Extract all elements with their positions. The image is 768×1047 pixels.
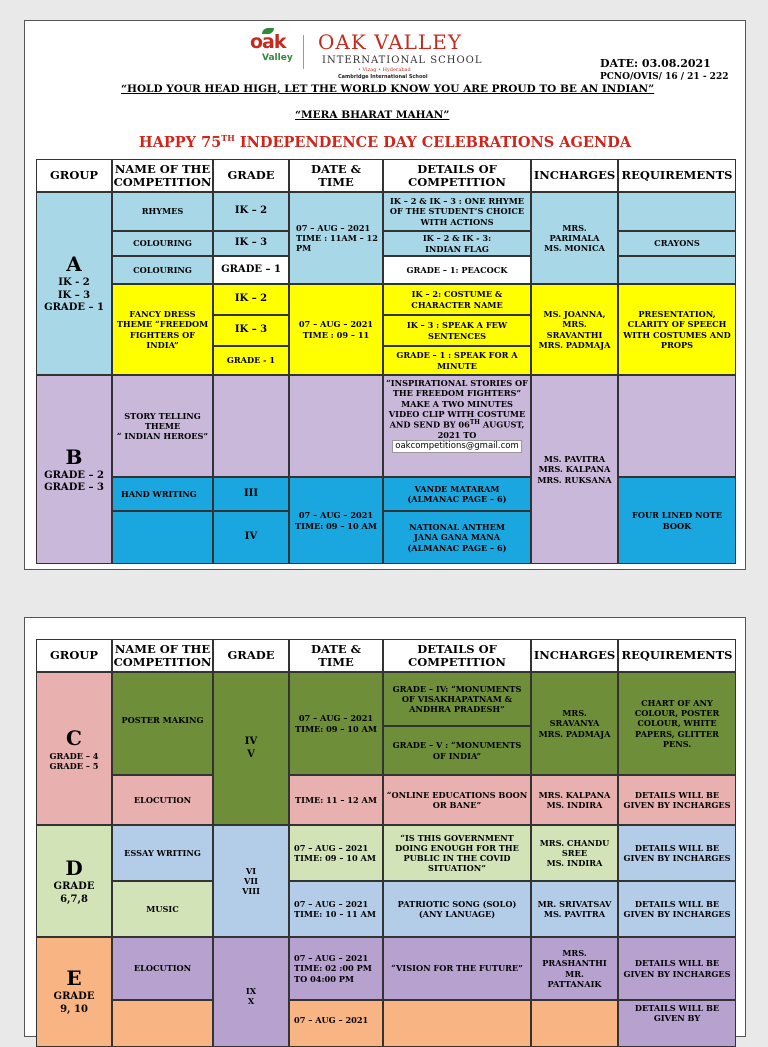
detail-vande: VANDE MATARAM (ALMANAC PAGE – 6) bbox=[383, 477, 531, 511]
datetime-e-next: 07 – AUG – 2021 bbox=[289, 1000, 383, 1047]
detail-story-text: “INSPIRATIONAL STORIES OF THE FREEDOM FIGHTERS” MAKE A TWO MINUTES VIDEO CLIP WITH COSTUME AND SEND BY 06 bbox=[386, 378, 528, 430]
group-a-letter: A bbox=[66, 252, 82, 277]
agenda-title-post: INDEPENDENCE DAY CELEBRATIONS AGENDA bbox=[234, 133, 632, 151]
grade-ik3-fancy: IK – 3 bbox=[213, 315, 289, 346]
competition-elocution-e: ELOCUTION bbox=[112, 937, 213, 1000]
col-header-group: GROUP bbox=[36, 159, 112, 192]
group-d-grades: GRADE 6,7,8 bbox=[53, 881, 95, 905]
agenda-title-sup: TH bbox=[221, 133, 235, 143]
group-e-cell bbox=[36, 937, 112, 1047]
competition-colouring-2: COLOURING bbox=[112, 256, 213, 284]
group-e-grades: GRADE 9, 10 bbox=[53, 991, 95, 1015]
datetime-music: 07 – AUG – 2021 TIME: 10 – 11 AM bbox=[289, 881, 383, 937]
req-b: FOUR LINED NOTE BOOK bbox=[618, 477, 736, 564]
col-header-competition: NAME OF THE COMPETITION bbox=[112, 159, 213, 192]
group-c-cell bbox=[36, 672, 112, 825]
col-header-grade-2: GRADE bbox=[213, 639, 289, 672]
grade-ik3: IK – 3 bbox=[213, 231, 289, 256]
agenda-page-2 bbox=[24, 617, 746, 1037]
competition-poster: POSTER MAKING bbox=[112, 672, 213, 775]
incharge-essay: MRS. CHANDU SREE MS. INDIRA bbox=[531, 825, 618, 881]
col-header-details-2: DETAILS OF COMPETITION bbox=[383, 639, 531, 672]
detail-fancy-2: IK – 3 : SPEAK A FEW SENTENCES bbox=[383, 315, 531, 346]
circular-number: PCNO/OVIS/ 16 / 21 - 222 bbox=[600, 72, 729, 82]
school-subtitle: INTERNATIONAL SCHOOL bbox=[322, 55, 483, 66]
slogan-line: “MERA BHARAT MAHAN” bbox=[295, 109, 450, 121]
competition-handwriting: HAND WRITING bbox=[112, 477, 213, 511]
req-poster: CHART OF ANY COLOUR, POSTER COLOUR, WHITE PAPERS, GLITTER PENS. bbox=[618, 672, 736, 775]
logo-valley-text: Valley bbox=[262, 53, 293, 63]
col-header-datetime-2: DATE & TIME bbox=[289, 639, 383, 672]
col-header-details: DETAILS OF COMPETITION bbox=[383, 159, 531, 192]
col-header-requirements: REQUIREMENTS bbox=[618, 159, 736, 192]
detail-story-text-end: AUGUST, 2021 TO bbox=[437, 419, 525, 440]
school-logo bbox=[250, 31, 298, 71]
grade-iii: III bbox=[213, 477, 289, 511]
agenda-title bbox=[25, 133, 745, 151]
detail-elocution-c: “ONLINE EDUCATIONS BOON OR BANE” bbox=[383, 775, 531, 825]
grade-d: VI VII VIII bbox=[213, 825, 289, 937]
col-header-requirements-2: REQUIREMENTS bbox=[618, 639, 736, 672]
datetime-a2: 07 – AUG – 2021 TIME : 09 – 11 bbox=[289, 284, 383, 375]
req-crayons: CRAYONS bbox=[618, 231, 736, 256]
group-b-cell bbox=[36, 375, 112, 564]
req-elocution-e: DETAILS WILL BE GIVEN BY INCHARGES bbox=[618, 937, 736, 1000]
incharge-a2: MS. JOANNA, MRS. SRAVANTHI MRS. PADMAJA bbox=[531, 284, 618, 375]
req-e-next: DETAILS WILL BE GIVEN BY bbox=[618, 1000, 736, 1047]
detail-poster-1: GRADE – IV: “MONUMENTS OF VISAKHAPATNAM & ANDHRA PRADESH” bbox=[383, 672, 531, 726]
competition-essay: ESSAY WRITING bbox=[112, 825, 213, 881]
grade-story bbox=[213, 375, 289, 477]
group-c-grades: GRADE – 4 GRADE – 5 bbox=[49, 750, 99, 771]
group-e-letter: E bbox=[66, 966, 82, 990]
competition-email-link[interactable]: oakcompetitions@gmail.com bbox=[392, 440, 521, 453]
req-rhymes bbox=[618, 192, 736, 231]
school-location: • Vizag • Hyderabad bbox=[358, 67, 411, 73]
incharge-b: MS. PAVITRA MRS. KALPANA MRS. RUKSANA bbox=[531, 375, 618, 564]
incharge-elocution-e: MRS. PRASHANTHI MR. PATTANAIK bbox=[531, 937, 618, 1000]
competition-colouring-1: COLOURING bbox=[112, 231, 213, 256]
datetime-poster: 07 – AUG – 2021 TIME: 09 – 10 AM bbox=[289, 672, 383, 775]
group-c-letter: C bbox=[66, 725, 82, 750]
group-d-cell bbox=[36, 825, 112, 937]
competition-fancy-dress: FANCY DRESS THEME “FREEDOM FIGHTERS OF INDIA” bbox=[112, 284, 213, 375]
detail-essay: “IS THIS GOVERNMENT DOING ENOUGH FOR THE PUBLIC IN THE COVID SITUATION” bbox=[383, 825, 531, 881]
detail-anthem: NATIONAL ANTHEM JANA GANA MANA (ALMANAC PAGE – 6) bbox=[383, 511, 531, 564]
detail-rhymes: IK – 2 & IK – 3 : ONE RHYME OF THE STUDENT’S CHOICE WITH ACTIONS bbox=[383, 192, 531, 231]
detail-elocution-e: “VISION FOR THE FUTURE” bbox=[383, 937, 531, 1000]
detail-story bbox=[383, 375, 531, 477]
competition-rhymes: RHYMES bbox=[112, 192, 213, 231]
req-essay: DETAILS WILL BE GIVEN BY INCHARGES bbox=[618, 825, 736, 881]
group-b-letter: B bbox=[65, 444, 83, 469]
col-header-incharges-2: INCHARGES bbox=[531, 639, 618, 672]
circular-date: DATE: 03.08.2021 bbox=[600, 57, 711, 70]
detail-fancy-1: IK – 2: COSTUME & CHARACTER NAME bbox=[383, 284, 531, 315]
agenda-page-1 bbox=[24, 20, 746, 570]
req-colouring-2 bbox=[618, 256, 736, 284]
col-header-grade: GRADE bbox=[213, 159, 289, 192]
detail-music: PATRIOTIC SONG (SOLO) (ANY LANUAGE) bbox=[383, 881, 531, 937]
competition-story: STORY TELLING THEME “ INDIAN HEROES” bbox=[112, 375, 213, 477]
competition-handwriting-iv bbox=[112, 511, 213, 564]
grade-c: IV V bbox=[213, 672, 289, 825]
agenda-title-pre: HAPPY 75 bbox=[138, 133, 222, 151]
grade-iv: IV bbox=[213, 511, 289, 564]
datetime-b: 07 – AUG – 2021 TIME: 09 – 10 AM bbox=[289, 477, 383, 564]
incharge-elocution-c: MRS. KALPANA MS. INDIRA bbox=[531, 775, 618, 825]
detail-story-sup: TH bbox=[469, 419, 480, 426]
req-fancy: PRESENTATION, CLARITY OF SPEECH WITH COSTUMES AND PROPS bbox=[618, 284, 736, 375]
incharge-poster: MRS. SRAVANYA MRS. PADMAJA bbox=[531, 672, 618, 775]
req-story bbox=[618, 375, 736, 477]
detail-fancy-3: GRADE – 1 : SPEAK FOR A MINUTE bbox=[383, 346, 531, 375]
logo-oak-text: oak bbox=[250, 31, 286, 53]
datetime-story bbox=[289, 375, 383, 477]
school-cambridge: Cambridge International School bbox=[338, 74, 428, 80]
group-d-letter: D bbox=[65, 856, 83, 880]
detail-colouring-2: GRADE – 1: PEACOCK bbox=[383, 256, 531, 284]
competition-music: MUSIC bbox=[112, 881, 213, 937]
datetime-elocution-e: 07 – AUG – 2021 TIME: 02 :00 PM TO 04:00 PM bbox=[289, 937, 383, 1000]
grade-ik2-fancy: IK – 2 bbox=[213, 284, 289, 315]
group-b-grades: GRADE – 2 GRADE – 3 bbox=[44, 469, 104, 493]
group-a-cell bbox=[36, 192, 112, 375]
grade-g1: GRADE – 1 bbox=[213, 256, 289, 284]
school-name: OAK VALLEY bbox=[318, 30, 463, 54]
grade-g1-fancy: GRADE - 1 bbox=[213, 346, 289, 375]
logo-divider bbox=[303, 35, 304, 69]
grade-e: IX X bbox=[213, 937, 289, 1047]
competition-elocution-c: ELOCUTION bbox=[112, 775, 213, 825]
detail-poster-2: GRADE – V : “MONUMENTS OF INDIA” bbox=[383, 726, 531, 775]
col-header-group-2: GROUP bbox=[36, 639, 112, 672]
col-header-datetime: DATE & TIME bbox=[289, 159, 383, 192]
group-a-grades: IK - 2 IK – 3 GRADE – 1 bbox=[44, 277, 104, 314]
col-header-competition-2: NAME OF THE COMPETITION bbox=[112, 639, 213, 672]
grade-ik2: IK – 2 bbox=[213, 192, 289, 231]
incharge-music: MR. SRIVATSAV MS. PAVITRA bbox=[531, 881, 618, 937]
detail-colouring-1: IK – 2 & IK - 3: INDIAN FLAG bbox=[383, 231, 531, 256]
datetime-elocution-c: TIME: 11 – 12 AM bbox=[289, 775, 383, 825]
req-elocution-c: DETAILS WILL BE GIVEN BY INCHARGES bbox=[618, 775, 736, 825]
quote-line: “HOLD YOUR HEAD HIGH, LET THE WORLD KNOW YOU ARE PROUD TO BE AN INDIAN” bbox=[121, 83, 655, 95]
req-music: DETAILS WILL BE GIVEN BY INCHARGES bbox=[618, 881, 736, 937]
datetime-essay: 07 – AUG – 2021 TIME: 09 – 10 AM bbox=[289, 825, 383, 881]
incharge-a1: MRS. PARIMALA MS. MONICA bbox=[531, 192, 618, 284]
datetime-a1: 07 – AUG – 2021 TIME : 11AM – 12 PM bbox=[289, 192, 383, 284]
col-header-incharges: INCHARGES bbox=[531, 159, 618, 192]
